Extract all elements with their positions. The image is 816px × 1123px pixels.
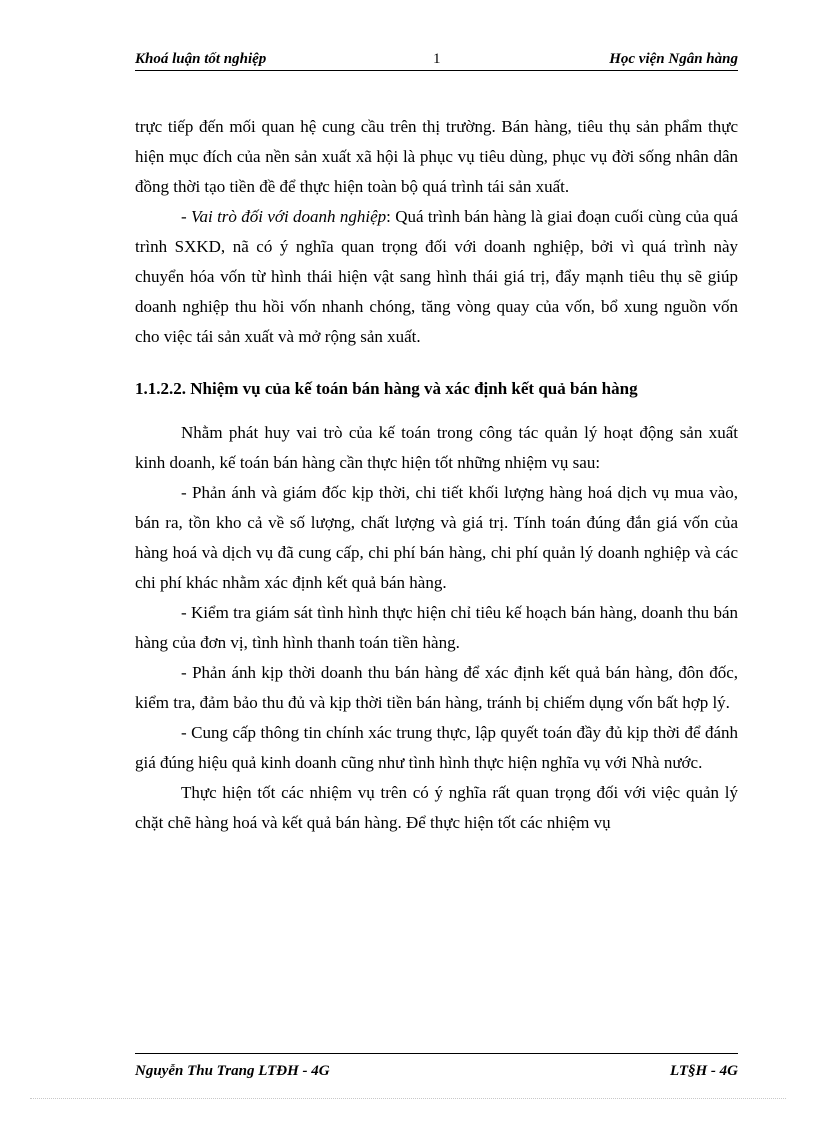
paragraph-conclusion: Thực hiện tốt các nhiệm vụ trên có ý nghĩa rất quan trọng đối với việc quản lý chặt chẽ hàng hoá và kết quả bán hàng. Để thực hiện tốt các nhiệm vụ [135, 783, 738, 832]
footer-author: Nguyễn Thu Trang LTĐH - 4G [135, 1063, 330, 1079]
page-header [135, 48, 738, 71]
footer-class: LT§H - 4G [669, 1063, 738, 1079]
paragraph-role-enterprise [135, 202, 738, 352]
document-body [135, 112, 738, 838]
page-edge-divider [30, 1098, 786, 1099]
header-document-type: Khoá luận tốt nghiệp [135, 51, 267, 67]
paragraph-task-3: - Phản ánh kịp thời doanh thu bán hàng để xác định kết quả bán hàng, đôn đốc, kiểm tra, đảm bảo thu đủ và kịp thời tiền bán hàng, tránh bị chiếm dụng vốn bất hợp lý. [135, 663, 738, 712]
page-footer [135, 1053, 738, 1080]
bullet-dash: - [181, 207, 192, 226]
header-institution: Học viện Ngân hàng [609, 51, 738, 67]
paragraph-text: : Quá trình bán hàng là giai đoạn cuối cùng của quá trình SXKD, nã có ý nghĩa quan trọng đối với doanh nghiệp, bởi vì quá trình này chuyển hóa vốn từ hình thái hiện vật sang hình thái giá trị, đẩy mạnh tiêu thụ sẽ giúp doanh nghiệp thu hồi vốn nhanh chóng, tăng vòng quay của vốn, bổ xung nguồn vốn cho việc tái sản xuất và mở rộng sản xuất. [135, 207, 738, 346]
paragraph-task-4: - Cung cấp thông tin chính xác trung thực, lập quyết toán đầy đủ kịp thời để đánh giá đúng hiệu quả kinh doanh cũng như tình hình thực hiện nghĩa vụ với Nhà nước. [135, 723, 738, 772]
paragraph-task-2: - Kiểm tra giám sát tình hình thực hiện chỉ tiêu kế hoạch bán hàng, doanh thu bán hàng của đơn vị, tình hình thanh toán tiền hàng. [135, 603, 738, 652]
section-heading: 1.1.2.2. Nhiệm vụ của kế toán bán hàng và xác định kết quả bán hàng [135, 379, 638, 398]
paragraph-emphasis: Vai trò đối với doanh nghiệp [191, 207, 387, 226]
paragraph-continuation: trực tiếp đến mối quan hệ cung cầu trên thị trường. Bán hàng, tiêu thụ sản phẩm thực hiện mục đích của nền sản xuất xã hội là phục vụ tiêu dùng, phục vụ đời sống nhân dân đồng thời tạo tiền đề để thực hiện toàn bộ quá trình tái sản xuất. [135, 117, 738, 196]
paragraph-task-1: - Phản ánh và giám đốc kịp thời, chi tiết khối lượng hàng hoá dịch vụ mua vào, bán ra, tồn kho cả về số lượng, chất lượng và giá trị. Tính toán đúng đắn giá vốn của hàng hoá và dịch vụ đã cung cấp, chi phí bán hàng, chi phí quản lý doanh nghiệp và các chi phí khác nhằm xác định kết quả bán hàng. [135, 483, 738, 592]
paragraph-intro: Nhằm phát huy vai trò của kế toán trong công tác quản lý hoạt động sản xuất kinh doanh, kế toán bán hàng cần thực hiện tốt những nhiệm vụ sau: [135, 423, 738, 472]
page-number: 1 [433, 51, 441, 67]
